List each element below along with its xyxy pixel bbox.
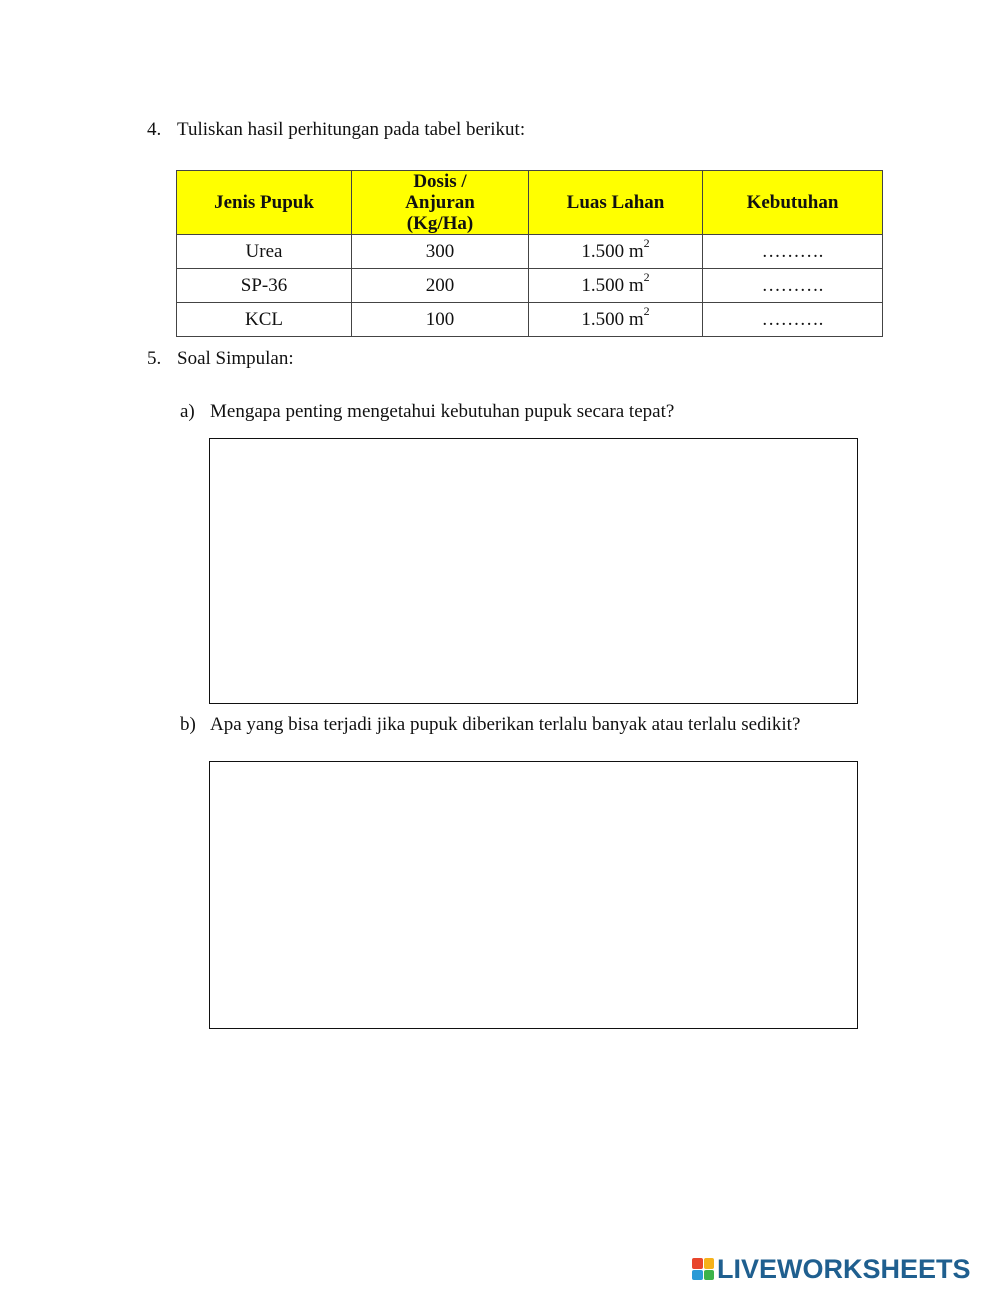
header-jenis-pupuk: Jenis Pupuk	[177, 171, 352, 235]
cell-jenis: SP-36	[177, 269, 352, 303]
answer-box-b[interactable]	[209, 761, 858, 1029]
question-4-text: Tuliskan hasil perhitungan pada tabel berikut:	[177, 119, 526, 140]
liveworksheets-logo	[692, 1254, 971, 1284]
cell-dosis: 200	[352, 269, 529, 303]
luas-exponent: 2	[643, 236, 650, 251]
table-header-row	[177, 171, 883, 235]
question-5-number: 5.	[147, 348, 162, 369]
table-row	[177, 303, 883, 337]
header-kebutuhan: Kebutuhan	[703, 171, 883, 235]
logo-text: LIVEWORKSHEETS	[717, 1253, 971, 1284]
cell-luas	[529, 303, 703, 337]
question-5b-text: Apa yang bisa terjadi jika pupuk diberikan terlalu banyak atau terlalu sedikit?	[210, 714, 801, 735]
cell-luas	[529, 235, 703, 269]
luas-value: 1.500 m	[581, 308, 644, 330]
cell-kebutuhan-input[interactable]: ……….	[703, 235, 883, 269]
answer-box-a[interactable]	[209, 438, 858, 704]
cell-jenis: KCL	[177, 303, 352, 337]
liveworksheets-logo-icon	[692, 1258, 714, 1280]
cell-kebutuhan-input[interactable]: ……….	[703, 269, 883, 303]
question-5a-label: a)	[180, 401, 195, 422]
cell-luas	[529, 269, 703, 303]
cell-dosis: 300	[352, 235, 529, 269]
luas-value: 1.500 m	[581, 274, 644, 296]
question-5-text: Soal Simpulan:	[177, 348, 294, 369]
question-5a-text: Mengapa penting mengetahui kebutuhan pupuk secara tepat?	[210, 401, 675, 422]
header-dosis: Dosis / Anjuran (Kg/Ha)	[352, 171, 529, 235]
luas-value: 1.500 m	[581, 240, 644, 262]
cell-kebutuhan-input[interactable]: ……….	[703, 303, 883, 337]
question-5b-label: b)	[180, 714, 196, 735]
question-4-number: 4.	[147, 119, 162, 140]
luas-exponent: 2	[643, 270, 650, 285]
luas-exponent: 2	[643, 304, 650, 319]
cell-jenis: Urea	[177, 235, 352, 269]
fertilizer-table	[176, 170, 883, 337]
table-row	[177, 269, 883, 303]
header-luas-lahan: Luas Lahan	[529, 171, 703, 235]
cell-dosis: 100	[352, 303, 529, 337]
table-row	[177, 235, 883, 269]
